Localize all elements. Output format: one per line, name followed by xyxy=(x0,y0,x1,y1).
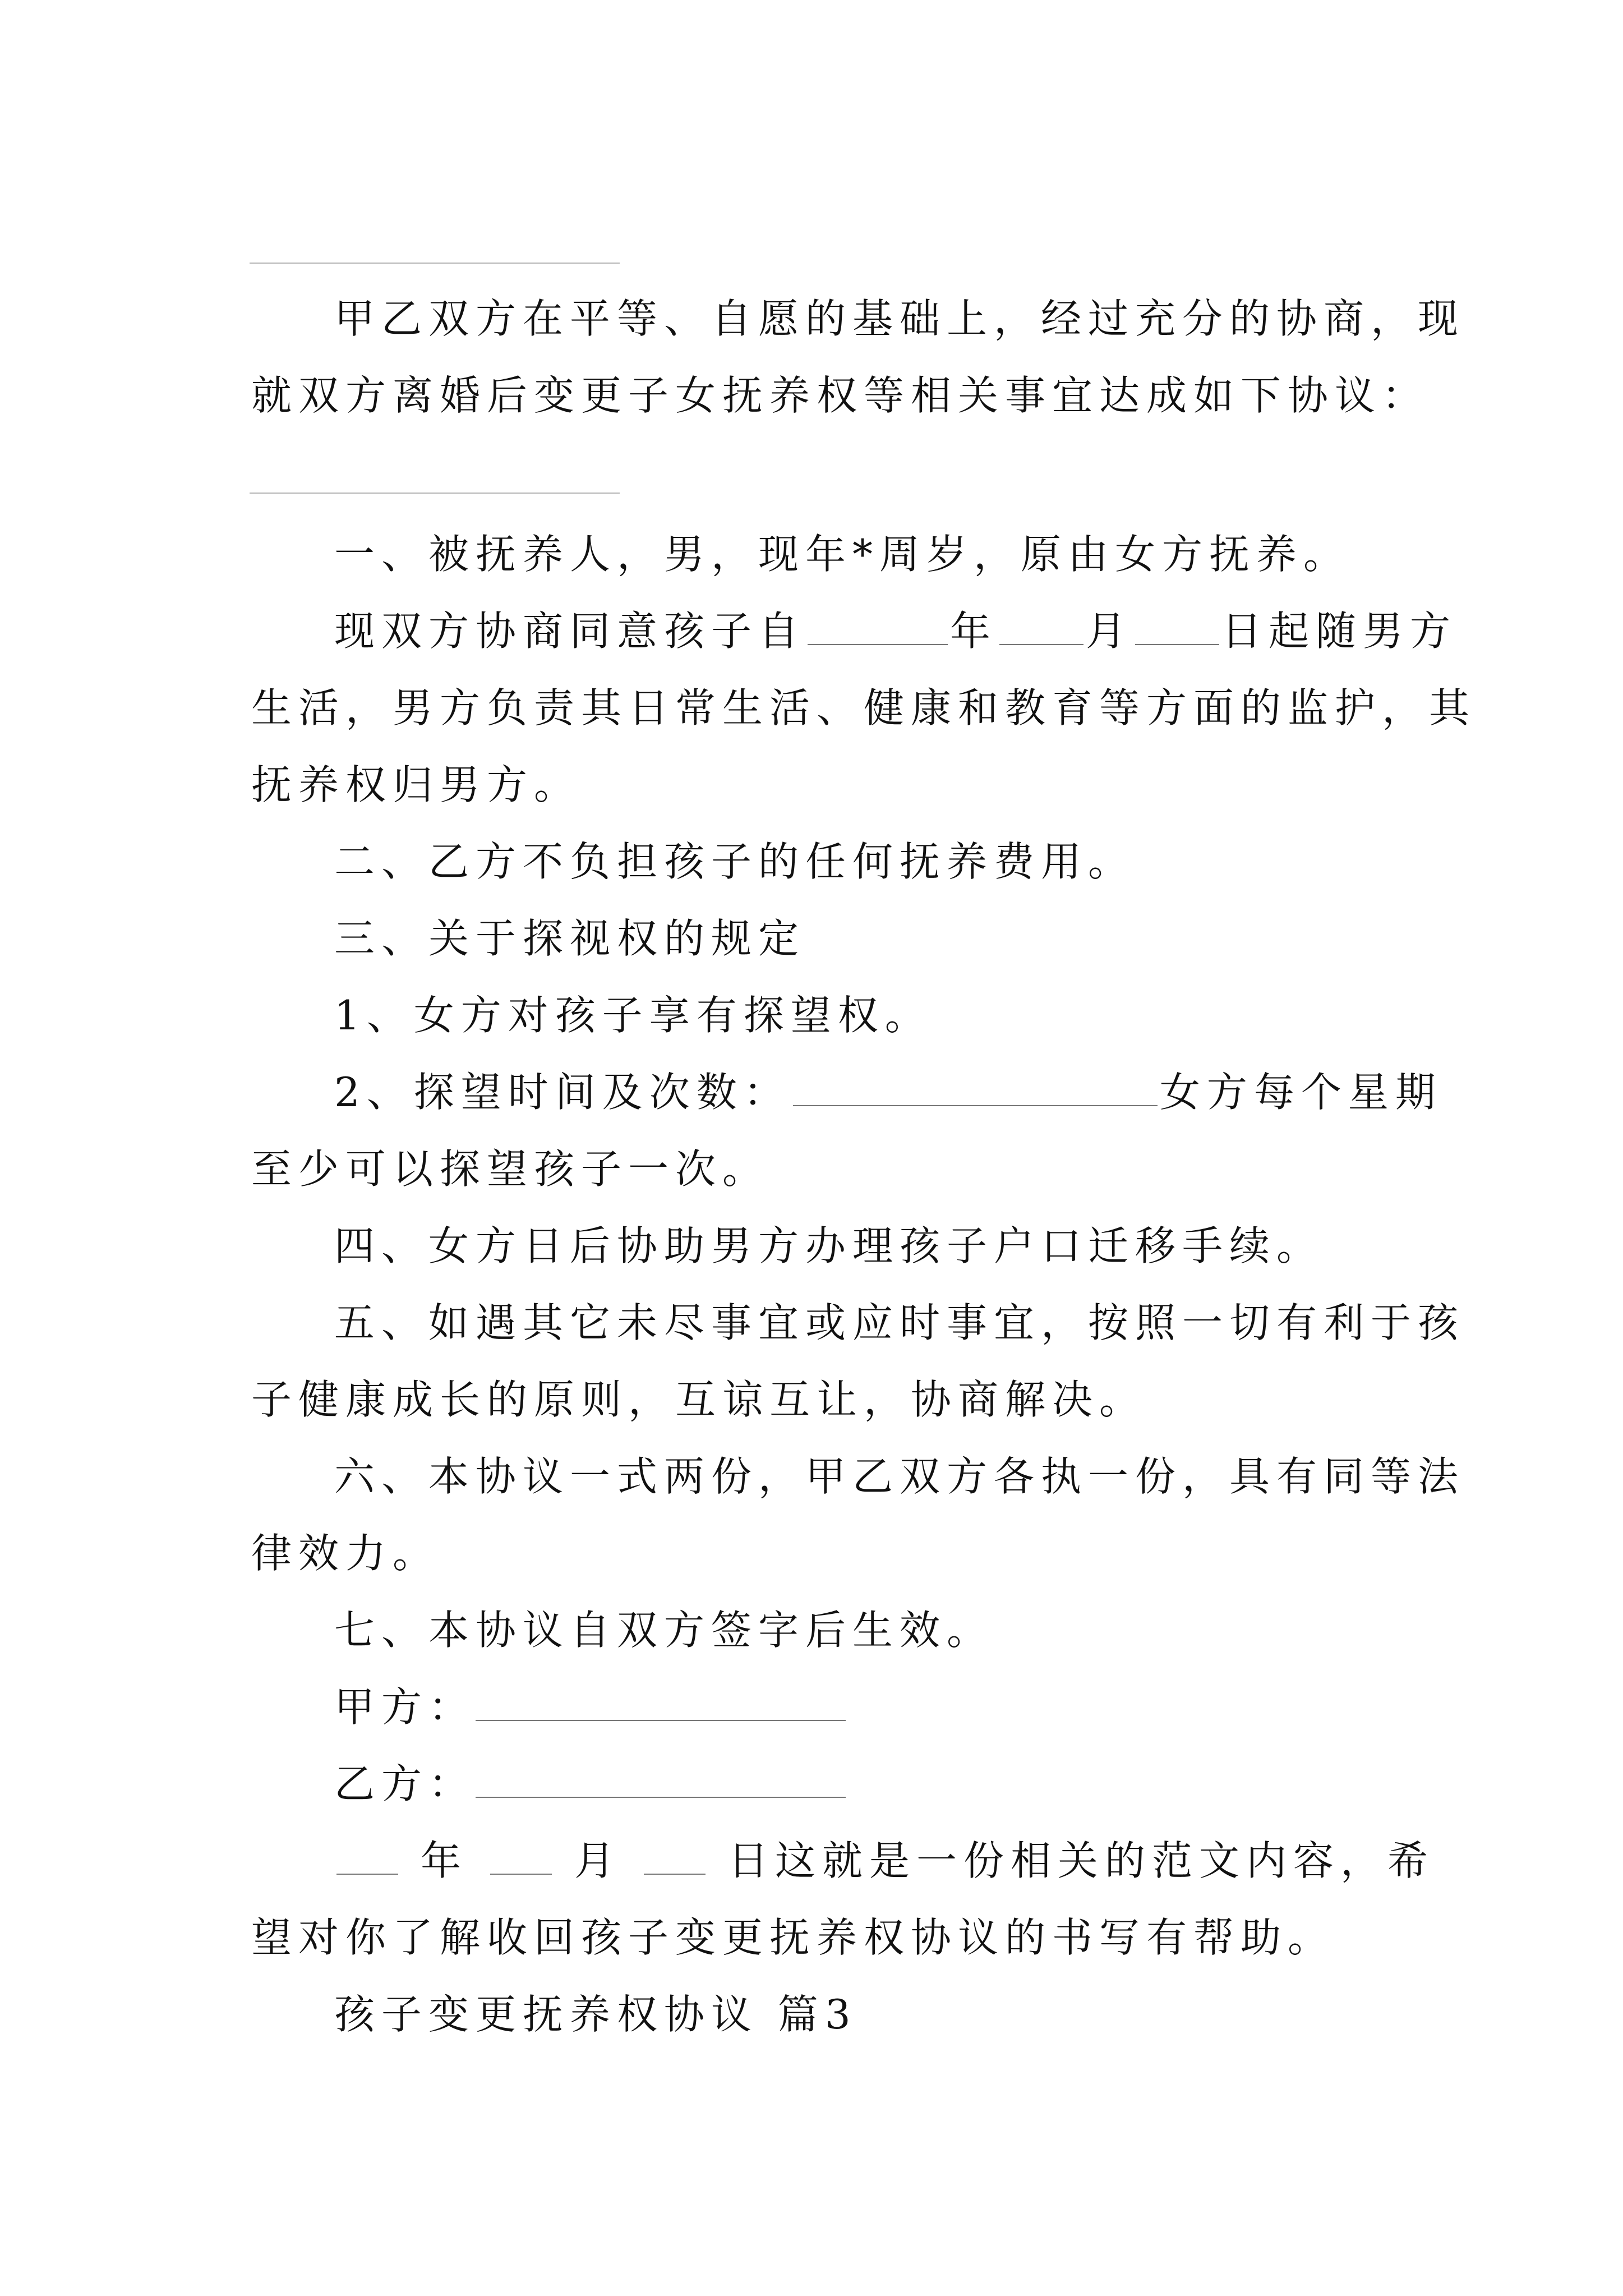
clause-1-prefix: 现双方协商同意孩子自 xyxy=(334,608,806,655)
next-section-title: 孩子变更抚养权协议 篇3 xyxy=(334,1991,857,2038)
clause-3-item-2-line-2: 至少可以探望孩子一次。 xyxy=(251,1145,770,1193)
clause-1-continuation-line-1 xyxy=(251,593,1458,670)
clause-7: 七、本协议自双方签字后生效。 xyxy=(334,1607,994,1654)
intro-line-1: 甲乙双方在平等、自愿的基础上，经过充分的协商，现 xyxy=(334,295,1465,342)
clause-6-line-2: 律效力。 xyxy=(251,1530,440,1577)
party-a-signature-line xyxy=(251,1669,1395,1746)
clause-3-item-2-line-1 xyxy=(251,1054,1442,1131)
party-b-label: 乙方： xyxy=(334,1760,476,1807)
start-day-suffix: 日起随男方 xyxy=(1221,608,1458,655)
date-line-2: 望对你了解收回孩子变更抚养权协议的书写有帮助。 xyxy=(251,1914,1335,1961)
party-b-signature-blank[interactable] xyxy=(476,1763,846,1798)
clause-2: 二、乙方不负担孩子的任何抚养费用。 xyxy=(334,838,1136,885)
clause-1-continuation-line-2: 生活，男方负责其日常生活、健康和教育等方面的监护，其 xyxy=(251,684,1477,731)
visit-time-blank[interactable] xyxy=(793,1071,1158,1106)
start-month-label: 月 xyxy=(1086,608,1133,655)
start-day-blank[interactable] xyxy=(1135,610,1219,645)
sign-year-blank[interactable] xyxy=(336,1840,398,1875)
clause-1-continuation-line-3: 抚养权归男方。 xyxy=(251,761,582,808)
top-divider xyxy=(250,263,620,264)
start-year-label: 年 xyxy=(950,608,998,655)
clause-1: 一、被抚养人，男，现年*周岁，原由女方抚养。 xyxy=(334,531,1351,578)
clause-4: 四、女方日后协助男方办理孩子户口迁移手续。 xyxy=(334,1222,1324,1269)
date-line-rest: 日这就是一份相关的范文内容，希 xyxy=(728,1837,1435,1884)
party-b-signature-line xyxy=(251,1746,1395,1823)
party-a-label: 甲方： xyxy=(334,1683,476,1731)
clause-3-item-1: 1、女方对孩子享有探望权。 xyxy=(334,992,932,1039)
party-a-signature-blank[interactable] xyxy=(476,1686,846,1721)
sign-month-blank[interactable] xyxy=(490,1840,552,1875)
intro-line-2: 就双方离婚后变更子女抚养权等相关事宜达成如下协议： xyxy=(251,372,1430,419)
start-year-blank[interactable] xyxy=(808,610,948,645)
clause-6-line-1: 六、本协议一式两份，甲乙双方各执一份，具有同等法 xyxy=(334,1453,1465,1500)
sign-year-label: 年 xyxy=(421,1837,468,1884)
start-month-blank[interactable] xyxy=(999,610,1083,645)
sign-day-blank[interactable] xyxy=(644,1840,706,1875)
sign-month-label: 月 xyxy=(574,1837,622,1884)
date-line-1 xyxy=(251,1823,1435,1899)
clause-5-line-2: 子健康成长的原则，互谅互让，协商解决。 xyxy=(251,1376,1147,1423)
visit-time-suffix: 女方每个星期 xyxy=(1159,1069,1442,1116)
clause-3: 三、关于探视权的规定 xyxy=(334,915,806,962)
visit-time-prefix: 2、探望时间及次数： xyxy=(334,1069,791,1116)
clause-5-line-1: 五、如遇其它未尽事宜或应时事宜，按照一切有利于孩 xyxy=(334,1299,1465,1346)
second-divider xyxy=(250,493,620,494)
